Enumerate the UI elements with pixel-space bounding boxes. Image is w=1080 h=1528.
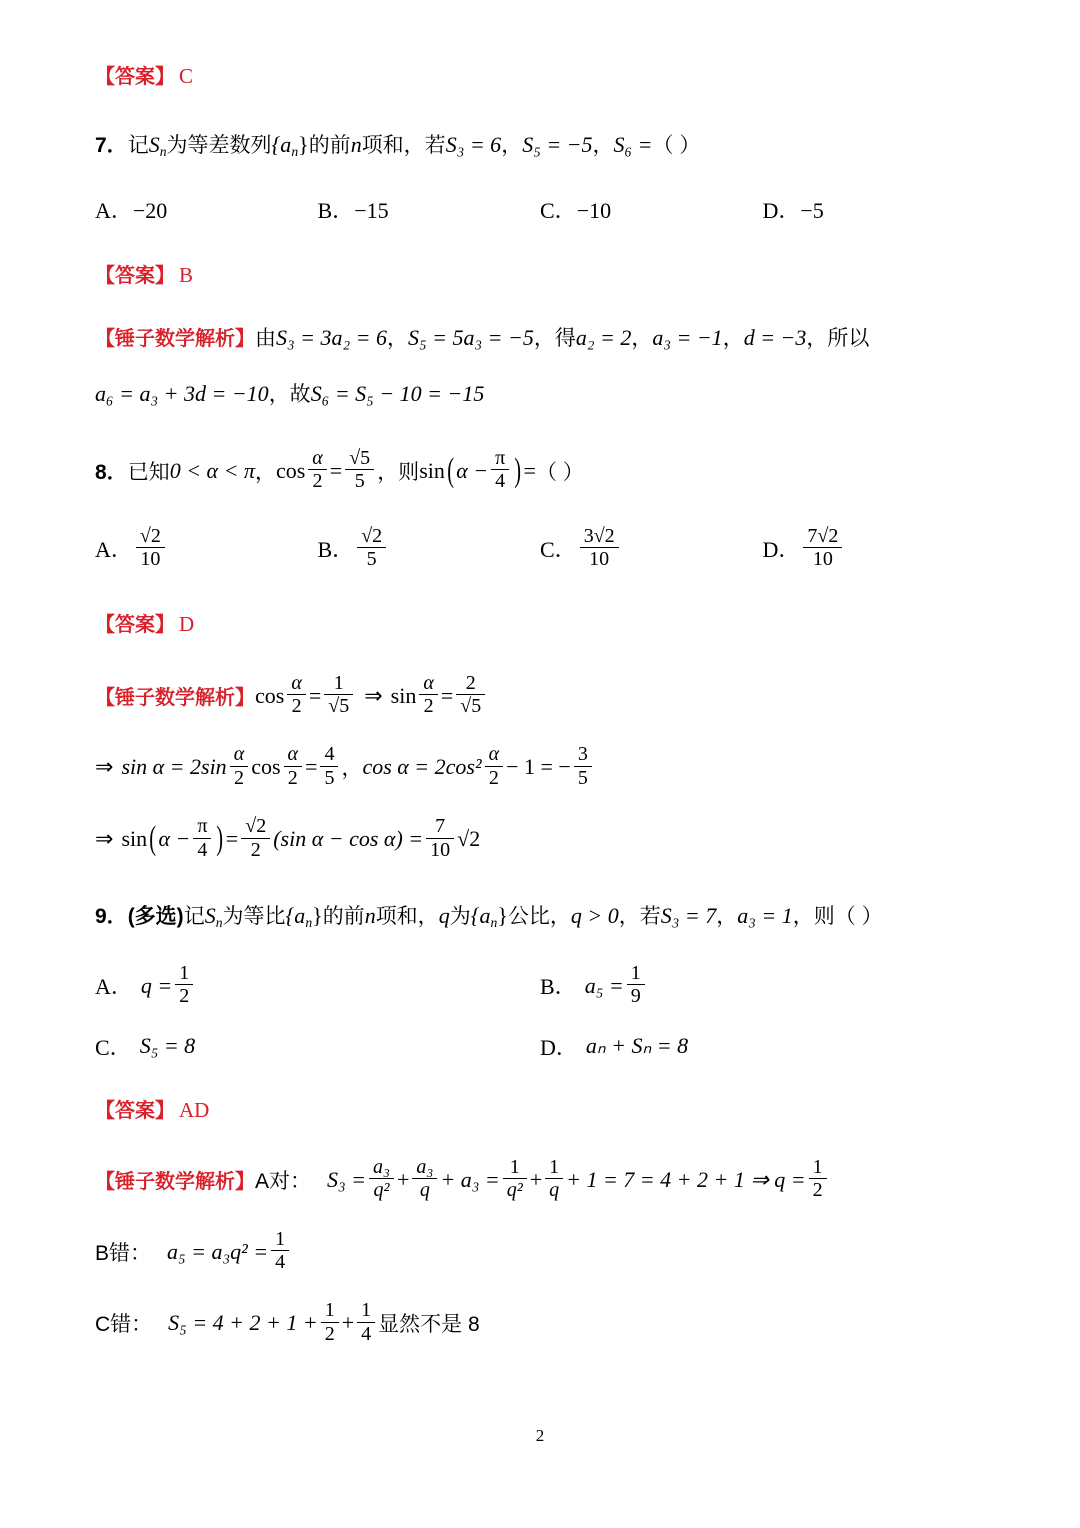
q9-S: S [204,902,216,928]
frac-den: √5 [328,695,350,718]
frac-den: 2 [812,1179,823,1202]
option-a-label: A． [95,974,133,1000]
a7-l1-a: 由 [255,327,276,351]
option-d-lead: aₙ + Sₙ = 8 [585,1033,689,1059]
a9-A-plus3: + [529,1166,543,1192]
a7-l1-c: ， [387,327,408,351]
q7-sym-S: S [148,132,160,157]
option-d[interactable] [540,1031,985,1062]
answer-label: 【答案】 [95,66,175,88]
frac-num: π [193,815,211,838]
option-b-label: B． [317,537,355,563]
analysis-block-8-line3: ⇒ sin ( α − $\frac{\pi}{4}$ ) = $\frac{√2}{2}$ (sin α − cos α) = $\frac{7}{10}$ √2 [95,815,481,861]
a8-l3-eq: = [225,826,239,852]
question-8-number: 8． [95,460,128,484]
analysis-block-8-line1 [95,673,985,719]
option-b[interactable] [318,194,541,225]
q7-eq-3: S₆ = [613,132,653,157]
frac-den: 2 [324,1322,335,1345]
frac-num: 1 [324,672,353,695]
frac-num: 1 [357,1299,375,1322]
analysis-block-7-line1 [95,322,985,352]
a8-l2-eq: = [305,754,318,780]
option-d-frac [803,525,842,571]
q9-var-n: n [364,902,376,928]
frac-num: 1 [627,962,645,985]
frac-num: 4 [320,743,338,766]
q9-brace: {a [285,902,306,928]
answer-label: 【答案】 [95,1099,175,1122]
option-b[interactable] [318,526,541,572]
option-d-label: D． [762,198,801,224]
a7-l2-a: a₆ = a₃ + 3d = −10 [95,381,269,407]
a8-l1-eq: = [308,682,322,708]
frac-den: 10 [589,548,610,571]
a8-l3-body: (sin α − cos α) = [273,826,424,852]
frac-num: α [230,743,249,766]
frac-num: √2 [136,525,165,548]
q7-sub-n: n [159,144,167,160]
option-c-lead: S₅ = 8 [139,1033,196,1059]
a8-l2-cosa: cos α = 2cos² [362,754,482,780]
analysis-block-9-B [95,1229,985,1275]
q9-text-8: ， [716,904,738,928]
frac-den: 10 [430,838,451,861]
answer-block-7 [95,259,985,288]
q8-paren: （ ） [535,460,584,484]
question-7-text-2: 为等差数列 [166,134,272,157]
page-number: 2 [535,1426,545,1445]
option-c[interactable] [540,526,763,572]
frac-num: 1 [503,1156,527,1179]
frac-den: q [549,1179,560,1202]
frac-num: 2 [456,672,485,695]
q9-text-9: ，则（ ） [792,904,883,928]
option-d[interactable] [763,194,986,225]
option-a[interactable] [95,526,318,572]
frac-den: 10 [140,548,161,571]
option-b-label: B． [317,198,355,224]
question-9-options-row1 [95,963,985,1009]
frac-num: 1 [271,1228,289,1251]
option-a-label: A． [95,537,133,563]
a7-l1-e: ，得 [533,327,576,351]
a7-l1-d: S₅ = 5a₃ = −5 [408,325,534,351]
frac-den: 5 [366,548,377,571]
frac-num: α [284,743,303,766]
frac-den: 9 [630,985,641,1008]
q9-text-7: ，若 [618,904,661,928]
question-7-number: 7． [95,134,128,157]
question-7-text-4: 项和，若 [361,134,446,157]
option-b-label: B． [540,974,577,1000]
a9-A-lead: A对： [255,1169,312,1193]
frac-den: q [419,1179,430,1202]
q9-text-5: 为 [449,904,471,928]
q8-text-1: 已知 [127,460,170,484]
q9-text-3: 的前 [322,904,365,928]
a9-C-body: S₅ = 4 + 2 + 1 + [168,1310,318,1336]
answer-block-9 [95,1094,985,1123]
a8-l3-sin: sin [121,826,148,852]
frac-den: 2 [312,470,323,493]
frac-den: 4 [275,1251,286,1274]
q9-brace2-end: } [497,902,508,928]
a9-B-body: a₅ = a₃q² = [167,1238,269,1264]
q9-cond1: q > 0 [570,902,619,928]
frac-num: 1 [545,1156,563,1179]
a8-l2-minus: − 1 = − [506,754,571,780]
answer-value-9: AD [179,1097,210,1122]
option-c-value: −10 [576,198,612,224]
a9-A-tail: + 1 = 7 = 4 + 2 + 1 ⇒ q = [566,1166,806,1192]
a7-l2-b: ，故 [268,383,311,407]
q7-paren: （ ） [652,134,701,157]
q8-text-2: ， [254,460,276,484]
frac-num: 7√2 [803,525,842,548]
q8-eq: = [329,457,343,483]
q7-eq-2: S₅ = −5 [522,132,593,157]
answer-block-6 [95,60,985,89]
q9-cond2: S₃ = 7 [660,902,717,928]
answer-value-7: B [179,263,194,288]
question-7-text-1: 记 [127,134,149,157]
q7-brace-close: } [298,132,309,157]
option-c-label: C． [540,198,577,224]
option-c[interactable] [95,1031,540,1062]
option-c-frac [580,525,619,571]
a8-l2-sin: sin α = 2sin [121,754,227,780]
frac-den: 2 [287,766,298,789]
frac-den: 2 [233,766,244,789]
option-a-label: A． [95,198,133,224]
frac-den: 5 [354,470,365,493]
option-d-label: D． [762,537,801,563]
q8-sin-label: sin [419,457,445,483]
frac-den: q² [506,1179,523,1202]
answer-block-8 [95,608,985,637]
analysis-block-9-C [95,1300,985,1346]
a9-A-plus2: + a₃ = [440,1166,500,1192]
option-d-label: D． [540,1034,578,1060]
a8-l2-cos: cos [251,754,281,780]
analysis-block-9-A [95,1157,985,1203]
q8-inner-a: α − [456,457,489,483]
a9-C-tail: 显然不是 8 [378,1313,480,1337]
a7-l1-j: d = −3 [743,325,807,351]
a7-l1-b: S₃ = 3a₂ = 6 [276,325,387,351]
a7-l1-g: ， [631,327,653,351]
frac-den: 4 [361,1322,372,1345]
a8-l3-inner: α − [158,826,191,852]
a7-l2-c: S₆ = S₅ − 10 = −15 [310,381,485,407]
a7-l1-k: ，所以 [806,327,870,351]
option-a-lead: q = [140,972,173,998]
q9-text-2: 为等比 [222,904,286,928]
frac-num: 3 [574,743,592,766]
q9-brace2: {a [470,902,491,928]
option-a-frac [136,525,165,571]
a7-l1-f: a₂ = 2 [575,325,632,351]
frac-den: √5 [460,695,482,718]
frac-den: 2 [291,695,302,718]
frac-den: 4 [197,838,208,861]
frac-den: 5 [324,766,335,789]
a8-l1-sin: sin [390,682,417,708]
question-7: 7．记$S_n$为等差数列$\{a_n\}$的前n项和，若S₃ = 6，S₅ = −5，S₆ =（ ） [95,132,701,160]
q8-frac-alpha-2 [308,447,327,493]
a8-l1-eq2: = [440,682,454,708]
q8-eq2: = [523,457,536,483]
frac-num: 1 [321,1299,339,1322]
q8-cos-label: cos [275,457,306,483]
answer-label: 【答案】 [95,265,175,288]
option-c-label: C． [540,537,577,563]
option-b-lead: a₅ = [584,972,624,998]
question-8-options [95,526,985,572]
analysis-label: 【锤子数学解析】 [95,328,255,351]
question-9-number: 9． [95,904,128,928]
frac-den: 2 [250,838,261,861]
analysis-label: 【锤子数学解析】 [95,1171,255,1194]
option-a[interactable] [95,194,318,225]
q9-brace2-sub: n [490,915,498,931]
question-8: 8． 已知 0 < α < π ， cos $\frac{\alpha}{2}$ = $\frac{√5}{5}$ ，则 sin ( α − $\frac{\pi}{4}$ ) = （ ） [95,447,584,493]
option-d-value: −5 [800,198,824,224]
question-9-options-row2 [95,1031,985,1062]
frac-num: 7 [426,815,454,838]
q9-brace-sub: n [305,915,313,931]
question-9-multi: (多选) [127,904,184,928]
question-7-text-3: 的前 [308,134,351,157]
frac-num: 1 [809,1156,827,1179]
option-b-frac [357,525,386,571]
frac-num: α [419,672,438,695]
answer-value-8: D [179,611,195,636]
a8-l3-arrow: ⇒ [95,826,114,852]
a8-l2-sep: ， [341,757,363,781]
frac-num: √2 [357,525,386,548]
q8-text-3: ，则 [377,460,420,484]
a9-B-lead: B错： [95,1241,152,1265]
q7-brace-sub: n [291,144,299,160]
a7-l1-i: ， [722,327,744,351]
a7-l1-h: a₃ = −1 [652,325,723,351]
frac-num: 1 [175,962,193,985]
question-7-options [95,194,985,225]
option-b-value: −15 [354,198,389,224]
frac-den: 5 [577,766,588,789]
frac-num: α [287,672,306,695]
answer-label: 【答案】 [95,613,175,636]
frac-den: 2 [423,695,434,718]
frac-den: 4 [495,470,506,493]
option-b[interactable] [540,963,985,1009]
q8-frac-sqrt5-5 [345,447,374,493]
question-9 [95,900,985,931]
q9-cond3: a₃ = 1 [737,902,793,928]
a9-C-plus: + [341,1310,355,1336]
q9-text-1: 记 [183,904,205,928]
frac-den: q² [373,1179,390,1202]
answer-value-6: C [179,64,194,88]
q9-text-6: 公比， [507,904,571,928]
q9-brace-end: } [312,902,323,928]
frac-num: α [308,447,327,470]
a8-l3-tail: √2 [457,826,481,852]
frac-den: 10 [812,548,833,571]
q7-brace-a: {a [271,132,292,157]
option-c-label: C． [95,1034,132,1060]
option-c[interactable] [540,194,763,225]
analysis-label: 【锤子数学解析】 [95,687,255,710]
frac-num: α [485,743,504,766]
frac-den: 2 [488,766,499,789]
q9-q: q [438,902,450,928]
q8-frac-pi-4 [491,447,509,493]
q7-var-n: n [350,132,362,157]
q9-sub-n: n [215,915,223,931]
frac-num: 3√2 [580,525,619,548]
a8-l2-arrow: ⇒ [95,754,114,780]
a9-A-plus1: + [396,1166,410,1192]
frac-num: √5 [345,447,374,470]
option-a[interactable] [95,963,540,1009]
analysis-block-8-line2 [95,744,985,790]
analysis-block-7-line2 [95,378,985,408]
frac-num: a₃ [369,1156,394,1179]
frac-num: √2 [241,815,270,838]
option-a-value: −20 [132,198,168,224]
a9-A-S: S₃ = [327,1166,367,1192]
q7-eq-1: S₃ = 6 [445,132,502,157]
q8-cond: 0 < α < π [169,457,255,483]
frac-den: 2 [179,985,190,1008]
q9-text-4: 项和， [375,904,439,928]
frac-num: a₃ [412,1156,437,1179]
a9-C-lead: C错： [95,1313,153,1337]
frac-num: π [491,447,509,470]
option-d[interactable] [763,526,986,572]
a8-l1-cos: cos [255,682,285,708]
a8-l1-arrow: ⇒ [364,682,383,708]
